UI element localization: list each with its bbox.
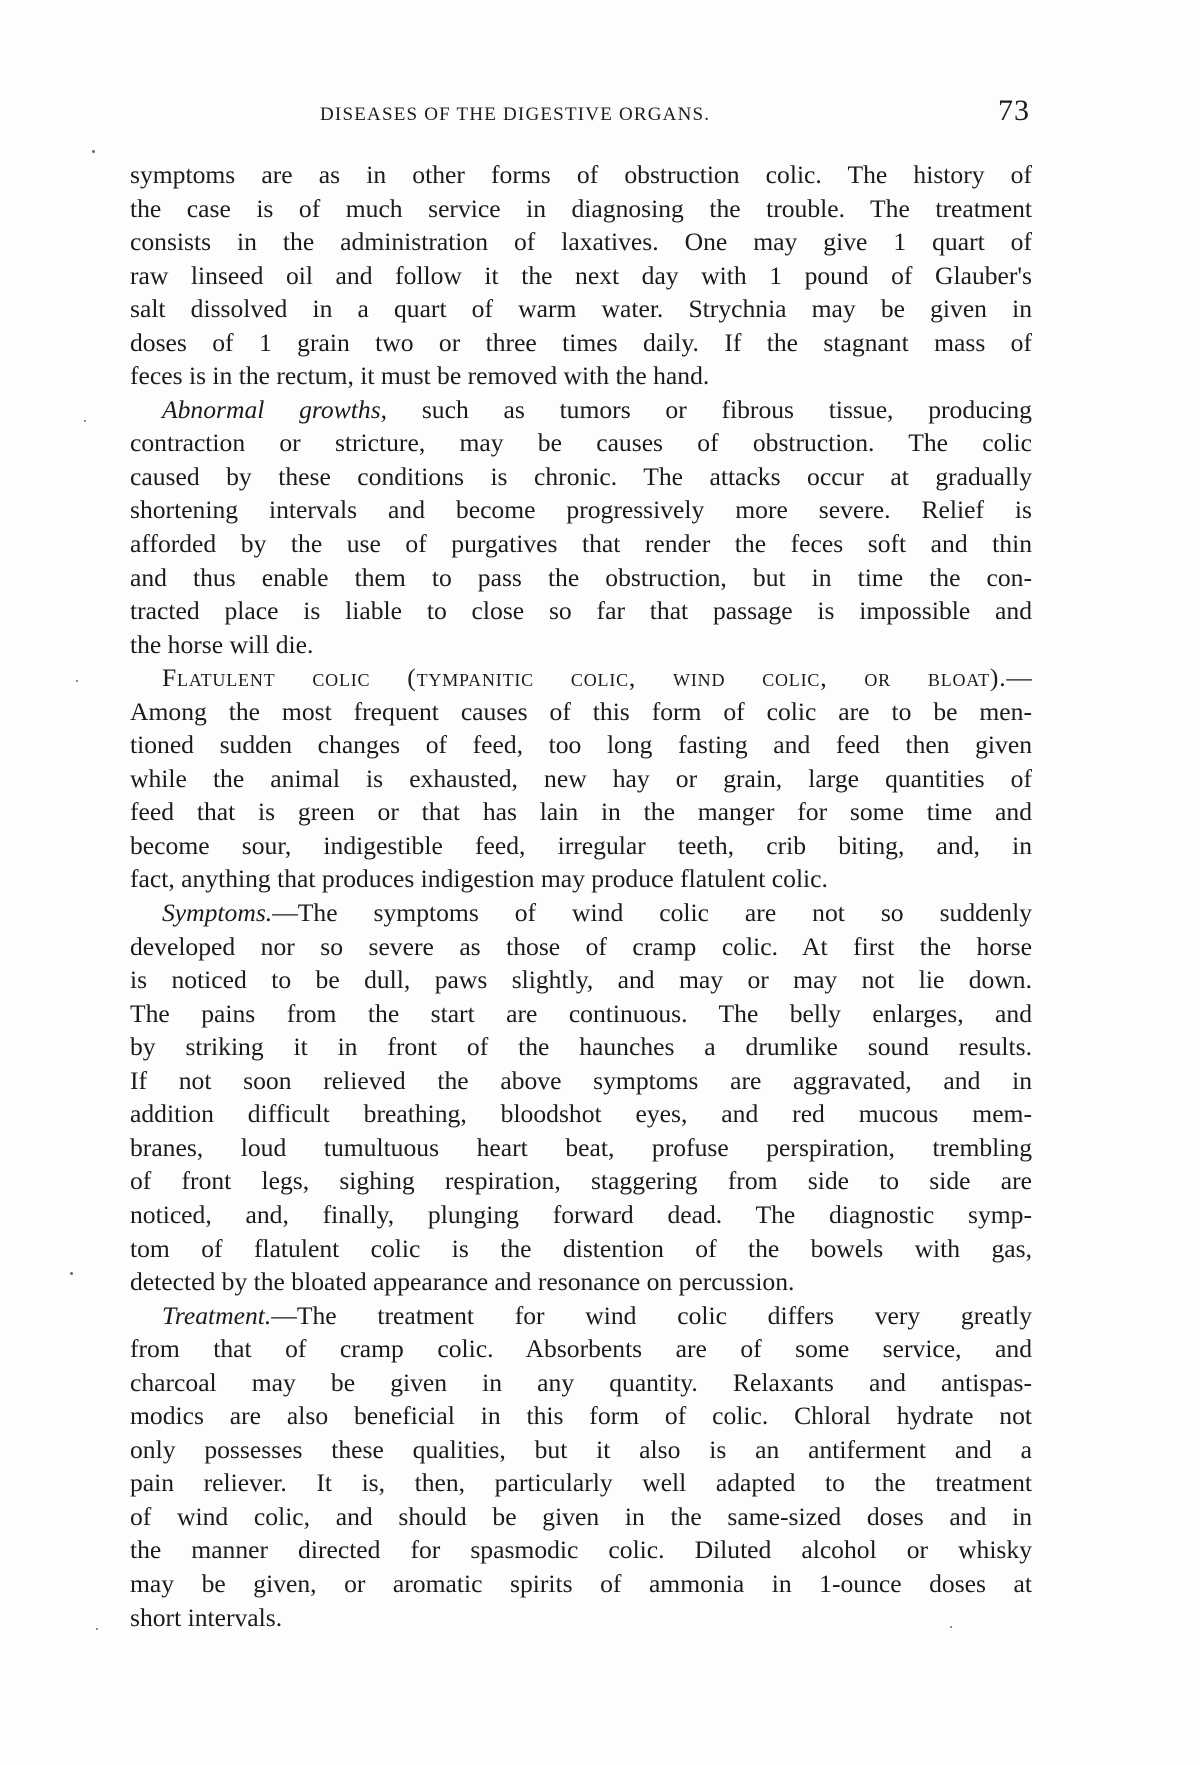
text-line xyxy=(130,1567,1032,1601)
text-line xyxy=(130,661,1032,695)
line-text: feces is in the rectum, it must be removed with the hand. xyxy=(130,361,710,391)
line-text: of wind colic, and should be given in the same-sized doses and in xyxy=(130,1501,1032,1531)
text-line xyxy=(130,594,1032,628)
text-line xyxy=(130,460,1032,494)
line-text: caused by these conditions is chronic. The attacks occur at gradually xyxy=(130,461,1032,491)
text-line xyxy=(130,493,1032,527)
line-text: contraction or stricture, may be causes of obstruction. The colic xyxy=(130,428,1032,458)
line-text: —The symptoms of wind colic are not so suddenly xyxy=(272,898,1032,928)
section-heading: Flatulent colic (tympanitic colic, wind colic, or bloat). xyxy=(162,663,1007,693)
text-line xyxy=(130,1097,1032,1131)
line-text: —The treatment for wind colic differs very greatly xyxy=(271,1300,1032,1330)
scan-speck xyxy=(70,1272,73,1275)
line-text: the horse will die. xyxy=(130,629,314,659)
text-line xyxy=(130,1433,1032,1467)
text-line xyxy=(130,1601,1032,1635)
line-text: tracted place is liable to close so far that passage is impossible and xyxy=(130,596,1032,626)
text-line xyxy=(130,259,1032,293)
line-text: raw linseed oil and follow it the next day with 1 pound of Glauber's xyxy=(130,260,1032,290)
line-text: addition difficult breathing, bloodshot eyes, and red mucous mem- xyxy=(130,1099,1032,1129)
italic-run-in-heading: Treatment. xyxy=(162,1300,272,1330)
text-line xyxy=(130,1064,1032,1098)
line-text: short intervals. xyxy=(130,1602,283,1632)
text-line xyxy=(130,695,1032,729)
text-line xyxy=(130,1500,1032,1534)
text-line xyxy=(130,359,1032,393)
scan-speck xyxy=(96,1628,98,1630)
line-text: while the animal is exhausted, new hay or grain, large quantities of xyxy=(130,763,1032,793)
text-line xyxy=(130,1164,1032,1198)
text-line xyxy=(130,1299,1032,1333)
line-text: The pains from the start are continuous. The belly enlarges, and xyxy=(130,998,1032,1028)
line-text: become sour, indigestible feed, irregular teeth, crib biting, and, in xyxy=(130,830,1032,860)
line-text: Among the most frequent causes of this form of colic are to be men- xyxy=(130,696,1032,726)
line-text: developed nor so severe as those of cramp colic. At first the horse xyxy=(130,931,1032,961)
text-line xyxy=(130,426,1032,460)
text-line xyxy=(130,561,1032,595)
text-line xyxy=(130,862,1032,896)
text-line xyxy=(130,1131,1032,1165)
running-title: DISEASES OF THE DIGESTIVE ORGANS. xyxy=(320,104,711,125)
text-line xyxy=(130,1533,1032,1567)
text-line xyxy=(130,1030,1032,1064)
line-text: pain reliever. It is, then, particularly well adapted to the treatment xyxy=(130,1468,1032,1498)
body-text xyxy=(130,158,1032,1634)
scan-speck xyxy=(84,420,86,422)
text-line xyxy=(130,728,1032,762)
line-text: from that of cramp colic. Absorbents are of some service, and xyxy=(130,1334,1032,1364)
italic-run-in-heading: Symptoms. xyxy=(162,898,273,928)
line-text: — xyxy=(1006,663,1032,693)
scan-speck xyxy=(950,1626,952,1628)
text-line xyxy=(130,1366,1032,1400)
line-text: noticed, and, finally, plunging forward dead. The diagnostic symp- xyxy=(130,1199,1032,1229)
text-line xyxy=(130,1466,1032,1500)
text-line xyxy=(130,1232,1032,1266)
line-text: only possesses these qualities, but it also is an antiferment and a xyxy=(130,1434,1032,1464)
text-line xyxy=(130,963,1032,997)
scan-speck xyxy=(76,680,78,682)
text-line xyxy=(130,1198,1032,1232)
line-text: If not soon relieved the above symptoms are aggravated, and in xyxy=(130,1065,1032,1095)
line-text: is noticed to be dull, paws slightly, and may or may not lie down. xyxy=(130,965,1032,995)
line-text: shortening intervals and become progressively more severe. Relief is xyxy=(130,495,1032,525)
text-line xyxy=(130,896,1032,930)
line-text: the manner directed for spasmodic colic. Diluted alcohol or whisky xyxy=(130,1535,1032,1565)
text-line xyxy=(130,930,1032,964)
line-text: , such as tumors or fibrous tissue, producing xyxy=(380,394,1032,424)
page-number: 73 xyxy=(998,94,1030,127)
text-line xyxy=(130,393,1032,427)
line-text: feed that is green or that has lain in the manger for some time and xyxy=(130,797,1032,827)
text-line xyxy=(130,1399,1032,1433)
text-line xyxy=(130,527,1032,561)
text-line xyxy=(130,1265,1032,1299)
text-line xyxy=(130,292,1032,326)
text-line xyxy=(130,829,1032,863)
text-line xyxy=(130,158,1032,192)
line-text: tioned sudden changes of feed, too long fasting and feed then given xyxy=(130,730,1032,760)
line-text: by striking it in front of the haunches a drumlike sound results. xyxy=(130,1032,1032,1062)
running-head xyxy=(130,96,1030,136)
text-line xyxy=(130,628,1032,662)
line-text: charcoal may be given in any quantity. Relaxants and antispas- xyxy=(130,1367,1032,1397)
text-line xyxy=(130,326,1032,360)
text-line xyxy=(130,795,1032,829)
line-text: consists in the administration of laxatives. One may give 1 quart of xyxy=(130,227,1032,257)
line-text: symptoms are as in other forms of obstruction colic. The history of xyxy=(130,160,1032,189)
line-text: and thus enable them to pass the obstruction, but in time the con- xyxy=(130,562,1032,592)
text-line xyxy=(130,1332,1032,1366)
line-text: fact, anything that produces indigestion may produce flatulent colic. xyxy=(130,864,828,894)
text-line xyxy=(130,762,1032,796)
line-text: doses of 1 grain two or three times daily. If the stagnant mass of xyxy=(130,327,1032,357)
line-text: salt dissolved in a quart of warm water. Strychnia may be given in xyxy=(130,294,1032,324)
italic-run-in-heading: Abnormal growths xyxy=(162,394,381,424)
line-text: afforded by the use of purgatives that render the feces soft and thin xyxy=(130,529,1032,559)
line-text: tom of flatulent colic is the distention of the bowels with gas, xyxy=(130,1233,1032,1263)
line-text: may be given, or aromatic spirits of ammonia in 1-ounce doses at xyxy=(130,1568,1032,1598)
line-text: the case is of much service in diagnosing the trouble. The treatment xyxy=(130,193,1032,223)
scan-speck xyxy=(92,150,95,153)
text-line xyxy=(130,225,1032,259)
line-text: modics are also beneficial in this form of colic. Chloral hydrate not xyxy=(130,1401,1032,1431)
text-line xyxy=(130,997,1032,1031)
line-text: branes, loud tumultuous heart beat, profuse perspiration, trembling xyxy=(130,1132,1032,1162)
line-text: detected by the bloated appearance and resonance on percussion. xyxy=(130,1267,795,1297)
text-line xyxy=(130,192,1032,226)
line-text: of front legs, sighing respiration, staggering from side to side are xyxy=(130,1166,1032,1196)
